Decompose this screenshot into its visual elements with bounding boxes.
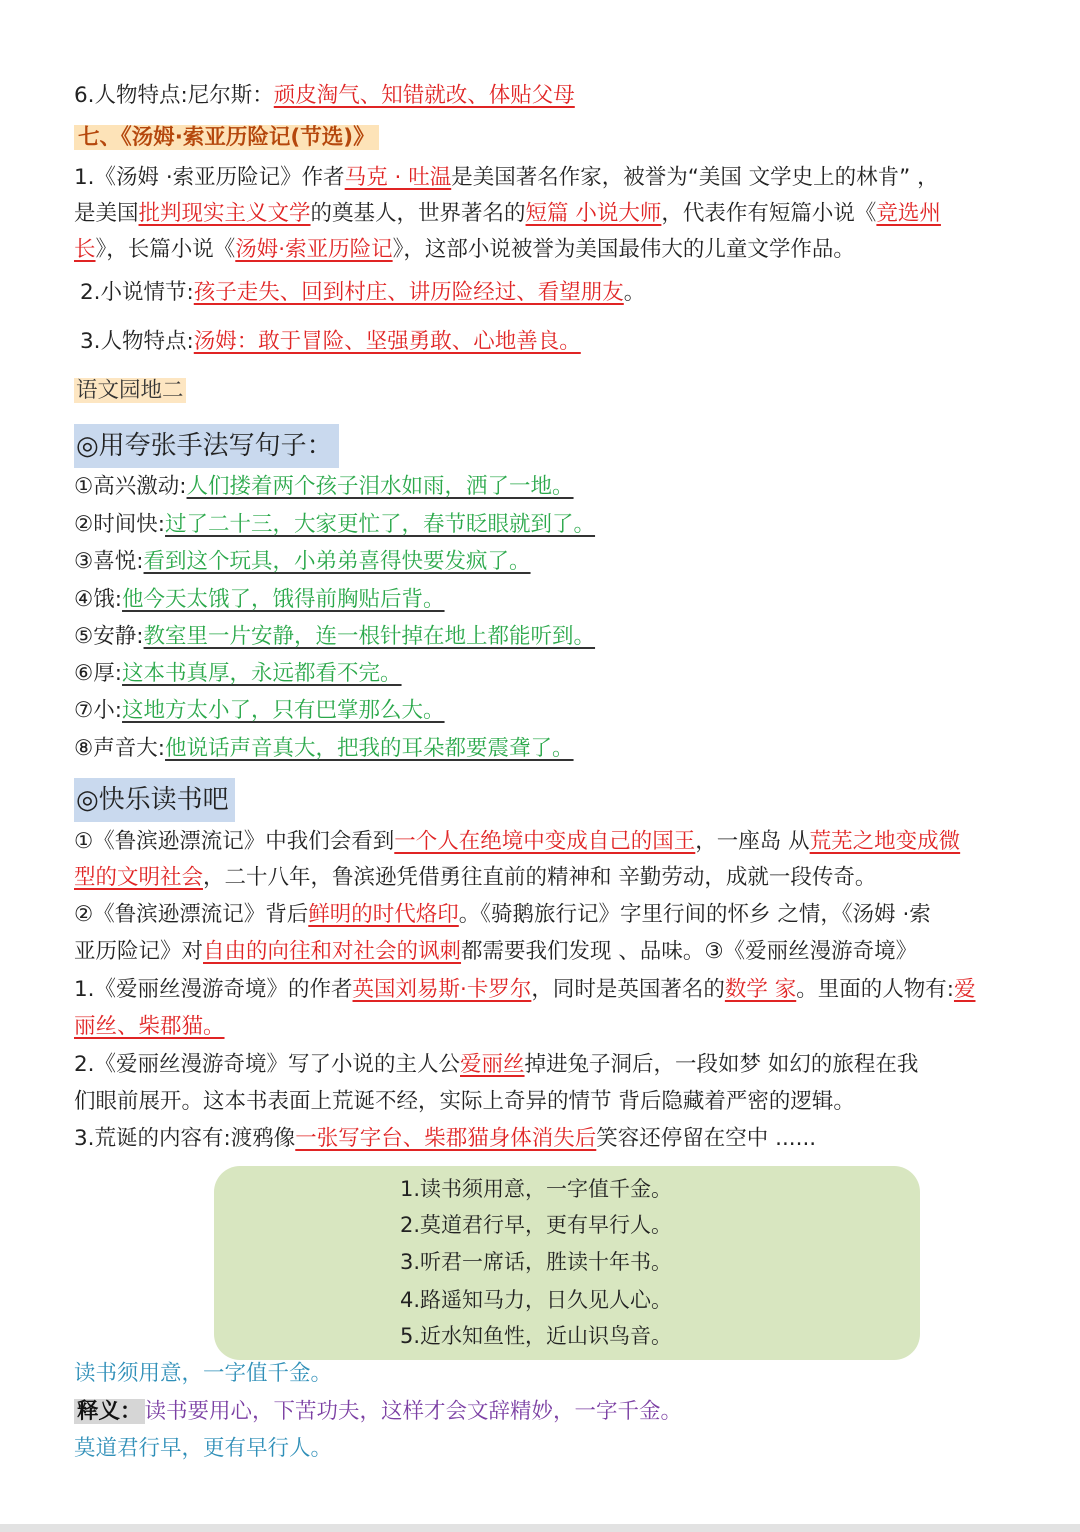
text: 。《骑鹅旅行记》字里行间的怀乡 之情，《汤姆 ·索	[458, 902, 931, 927]
text: 》，长篇小说《	[95, 237, 236, 262]
trait-line-nils	[74, 78, 575, 114]
text: 。里面的人物有:	[796, 977, 954, 1002]
answer: 鲜明的时代烙印	[308, 902, 459, 927]
paragraph-line	[74, 1009, 225, 1045]
meaning-label: 释义：	[74, 1399, 145, 1424]
list-item	[74, 582, 445, 618]
answer: 英国刘易斯·卡罗尔	[352, 977, 532, 1002]
label: ②时间快:	[74, 512, 166, 537]
text: 。	[623, 280, 646, 305]
answer: 他今天太饿了，饿得前胸贴后背。	[122, 587, 445, 612]
answer: 一张写字台、柴郡猫身体消失后	[295, 1126, 597, 1151]
heading-text: 语文园地二	[76, 378, 184, 403]
list-item	[74, 731, 574, 767]
list-item	[74, 507, 595, 543]
answer: 汤姆：敢于冒险、坚强勇敢、心地善良。	[193, 329, 581, 354]
text: 们眼前展开。这本书表面上荒诞不经，实际上奇异的情节 背后隐藏着严密的逻辑。	[74, 1089, 855, 1114]
answer: 这地方太小了，只有巴掌那么大。	[122, 698, 445, 723]
label: 3.人物特点:	[80, 329, 194, 354]
section-heading-reading	[74, 778, 235, 822]
answer: 他说话声音真大，把我的耳朵都要震聋了。	[165, 736, 574, 761]
label: 6.人物特点:尼尔斯：	[74, 83, 274, 108]
paragraph-line	[74, 824, 960, 860]
list-item	[74, 656, 402, 692]
label: ⑧声音大:	[74, 736, 166, 761]
answer: 竞选州	[876, 201, 941, 226]
meaning-line	[74, 1394, 682, 1430]
text: ，代表作有短篇小说《	[661, 201, 877, 226]
text: 》，这部小说被誉为美国最伟大的儿童文学作品。	[392, 237, 855, 262]
text: 是美国	[74, 201, 139, 226]
label: ④饿:	[74, 587, 123, 612]
paragraph-line	[74, 972, 975, 1008]
answer: 荒芜之地变成微	[809, 829, 961, 854]
label: ⑥厚:	[74, 661, 123, 686]
answer: 长	[74, 237, 96, 262]
answer: 批判现实主义文学	[138, 201, 311, 226]
text: 都需要我们发现 、品味。③《爱丽丝漫游奇境》	[461, 939, 918, 964]
text: 的奠基人，世界著名的	[310, 201, 526, 226]
answer: 过了二十三，大家更忙了，春节眨眼就到了。	[165, 512, 596, 537]
paragraph-line	[74, 860, 876, 896]
answer: 一个人在绝境中变成自己的国王	[394, 829, 696, 854]
text: 是美国著名作家，被誉为“美国 文学史上的林肯” ，	[451, 165, 939, 190]
section-heading-exaggeration	[74, 424, 339, 468]
text: 掉进兔子洞后，一段如梦 如幻的旅程在我	[524, 1052, 919, 1077]
paragraph-line	[74, 1084, 855, 1120]
answer: 教室里一片安静，连一根针掉在地上都能听到。	[143, 624, 596, 649]
text: ，二十八年，鲁滨逊凭借勇往直前的精神和 辛勤劳动，成就一段传奇。	[203, 865, 877, 890]
heading-text: 七、《汤姆·索亚历险记(节选)》	[74, 125, 379, 150]
paragraph-line	[74, 934, 917, 970]
answer: 人们搂着两个孩子泪水如雨，洒了一地。	[186, 474, 574, 499]
meaning-text: 读书要用心，下苦功夫，这样才会文辞精妙，一字千金。	[144, 1399, 683, 1424]
answer: 数学 家	[724, 977, 797, 1002]
list-item	[74, 469, 574, 505]
paragraph-line	[74, 160, 939, 196]
proverb-item: 1.读书须用意，一字值千金。	[400, 1177, 673, 1201]
text: ，同时是英国著名的	[531, 977, 725, 1002]
proverb-item: 4.路遥知马力，日久见人心。	[400, 1288, 673, 1312]
text: 1.《汤姆 ·索亚历险记》作者	[74, 165, 345, 190]
section-heading-garden	[74, 373, 186, 409]
answer: 丽丝、柴郡猫。	[74, 1014, 225, 1039]
label: ⑤安静:	[74, 624, 144, 649]
proverb-item: 2.莫道君行早，更有早行人。	[400, 1213, 673, 1237]
answer: 这本书真厚，永远都看不完。	[122, 661, 402, 686]
proverb-item: 3.听君一席话，胜读十年书。	[400, 1250, 673, 1274]
text: ，一座岛 从	[695, 829, 810, 854]
proverb-item: 5.近水知鱼性，近山识鸟音。	[400, 1324, 673, 1348]
paragraph-line	[74, 1047, 918, 1083]
text: 2.《爱丽丝漫游奇境》写了小说的主人公	[74, 1052, 461, 1077]
trait-line-tom	[80, 324, 581, 360]
label: ⑦小:	[74, 698, 123, 723]
text: 3.荒诞的内容有:渡鸦像	[74, 1126, 296, 1151]
paragraph-line	[74, 897, 931, 933]
text: ①《鲁滨逊漂流记》中我们会看到	[74, 829, 395, 854]
answer: 马克 · 吐温	[344, 165, 452, 190]
answer: 汤姆·索亚历险记	[235, 237, 393, 262]
list-item	[74, 619, 595, 655]
text: ②《鲁滨逊漂流记》背后	[74, 902, 309, 927]
text: 笑容还停留在空中 ......	[596, 1126, 817, 1151]
list-item	[74, 544, 531, 580]
plot-line	[80, 275, 645, 311]
section-heading-tom-sawyer	[74, 120, 379, 156]
list-item	[74, 693, 445, 729]
answer: 孩子走失、回到村庄、讲历险经过、看望朋友	[193, 280, 624, 305]
answer: 型的文明社会	[74, 865, 204, 890]
page-bottom-divider	[0, 1524, 1080, 1532]
label: ①高兴激动:	[74, 474, 187, 499]
answer: 爱	[953, 977, 976, 1002]
heading-text: ◎用夸张手法写句子：	[74, 424, 339, 468]
label: 2.小说情节:	[80, 280, 194, 305]
answer: 顽皮淘气、知错就改、体贴父母	[273, 83, 575, 108]
paragraph-line	[74, 232, 855, 268]
answer: 看到这个玩具，小弟弟喜得快要发疯了。	[143, 549, 531, 574]
text: 1.《爱丽丝漫游奇境》的作者	[74, 977, 353, 1002]
proverb-heading: 读书须用意，一字值千金。	[74, 1361, 333, 1386]
heading-text: ◎快乐读书吧	[74, 778, 235, 822]
paragraph-line	[74, 196, 941, 232]
answer: 爱丽丝	[460, 1052, 525, 1077]
answer: 短篇 小说大师	[525, 201, 662, 226]
proverb-heading: 莫道君行早，更有早行人。	[74, 1436, 333, 1461]
text: 亚历险记》对	[74, 939, 204, 964]
answer: 自由的向往和对社会的讽刺	[203, 939, 462, 964]
label: ③喜悦:	[74, 549, 144, 574]
paragraph-line	[74, 1121, 816, 1157]
